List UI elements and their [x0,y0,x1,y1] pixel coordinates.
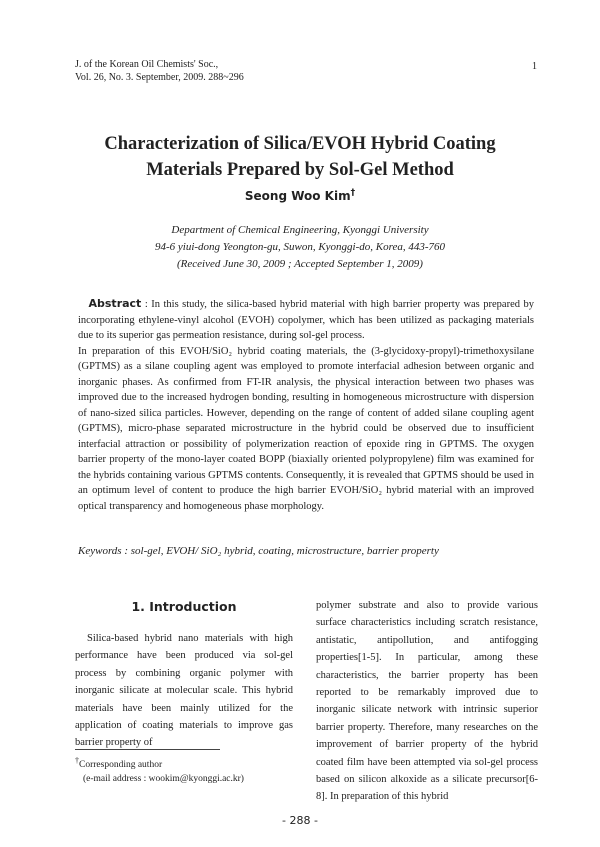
paper-title [60,131,540,183]
intro-paragraph-left: Silica-based hybrid nano materials with high performance have been produced via sol-gel process by combining organic polymer with inorganic silicate at molecular scale. This hybrid materials have been mainly utilized for the application of coating materials to improve gas barrier property of [75,633,293,749]
abstract-paragraph-1 [78,296,534,344]
abstract-paragraph-2: In preparation of this EVOH/SiO₂ hybrid coating materials, the (3-glycidoxy-propyl)-trimethoxysilane (GPTMS) as a silane coupling agent was employed to promote interfacial adhesion between organic and inorganic phases. As confirmed from FT-IR analysis, the physical interaction between two phases was improved due to the increased hydrogen bonding, resulting in homogeneous microstructure with dispersion of nano-sized silica particles. However, depending on the range of content of added silane coupling agent (GPTMS), micro-phase separated microstructure in the hybrid could be observed due to insufficient interfacial attraction or possibility of polymerization reaction of epoxide ring in GPTMS. The oxygen barrier property of the mono-layer coated BOPP (biaxially oriented polypropylene) film was examined for the hybrids containing various GPTMS contents. Consequently, it is revealed that GPTMS should be used in an optimum level of content to produce the high barrier EVOH/SiO₂ hybrid material with an improved optical transparency and homogeneous phase morphology. [78,345,534,512]
journal-citation [75,58,244,84]
author-name: Seong Woo Kim [244,189,351,203]
footnote-email: (e-mail address : wookim@kyonggi.ac.kr) [83,774,244,785]
abstract [78,296,534,514]
intro-paragraph-right: polymer substrate and also to provide various surface characteristics including scratch resistance, antistatic, antipollution, and antifogging properties[1-5]. In particular, among these characteristics, the barrier property has been reported to be remarkably improved due to inorganic silicate network with intrinsic superior barrier property. Therefore, many researches on the improvement of barrier property of the hybrid coated film have been attempted via sol-gel process based on silicon alkoxide as a silicate precursor[6-8]. In preparation of this hybrid [316,600,538,803]
abstract-text-1: In this study, the silica-based hybrid material with high barrier property was prepared by incorporating ethylene-vinyl alcohol (EVOH) copolymer, which has been utilized as packaging materials due to its superior gas permeation resistance, during sol-gel process. [78,299,534,341]
footer-page-number: - 288 - [282,814,318,827]
author [60,188,540,203]
keywords-text: sol-gel, EVOH/ SiO₂ hybrid, coating, microstructure, barrier property [130,545,439,557]
author-dagger-mark: † [350,188,356,198]
footnote-dagger-mark: † [75,756,79,765]
footnote [75,754,244,786]
keywords [78,545,534,557]
title-line-2: Materials Prepared by Sol-Gel Method [146,160,454,180]
footnote-corresponding-text: Corresponding author [79,760,163,771]
right-column [316,597,538,806]
received-accepted-dates: (Received June 30, 2009 ; Accepted September 1, 2009) [177,258,423,270]
journal-name: J. of the Korean Oil Chemists' Soc., [75,59,219,70]
affiliation-address: 94-6 yiui-dong Yeongton-gu, Suwon, Kyonggi-do, Korea, 443-760 [154,241,446,253]
keywords-separator: : [121,545,131,557]
header-page-number: 1 [532,61,537,72]
affiliation-department: Department of Chemical Engineering, Kyonggi University [171,224,429,236]
journal-volume: Vol. 26, No. 3. September, 2009. 288~296 [75,72,244,83]
keywords-label: Keywords [78,545,122,557]
footnote-corresponding [75,754,244,772]
affiliation [60,222,540,273]
section-heading-introduction: 1. Introduction [131,599,237,614]
title-line-1: Characterization of Silica/EVOH Hybrid Coating [104,134,496,154]
footnote-divider [75,749,220,750]
left-column [75,597,293,752]
abstract-label: Abstract [88,297,142,310]
abstract-separator: : [141,299,152,310]
